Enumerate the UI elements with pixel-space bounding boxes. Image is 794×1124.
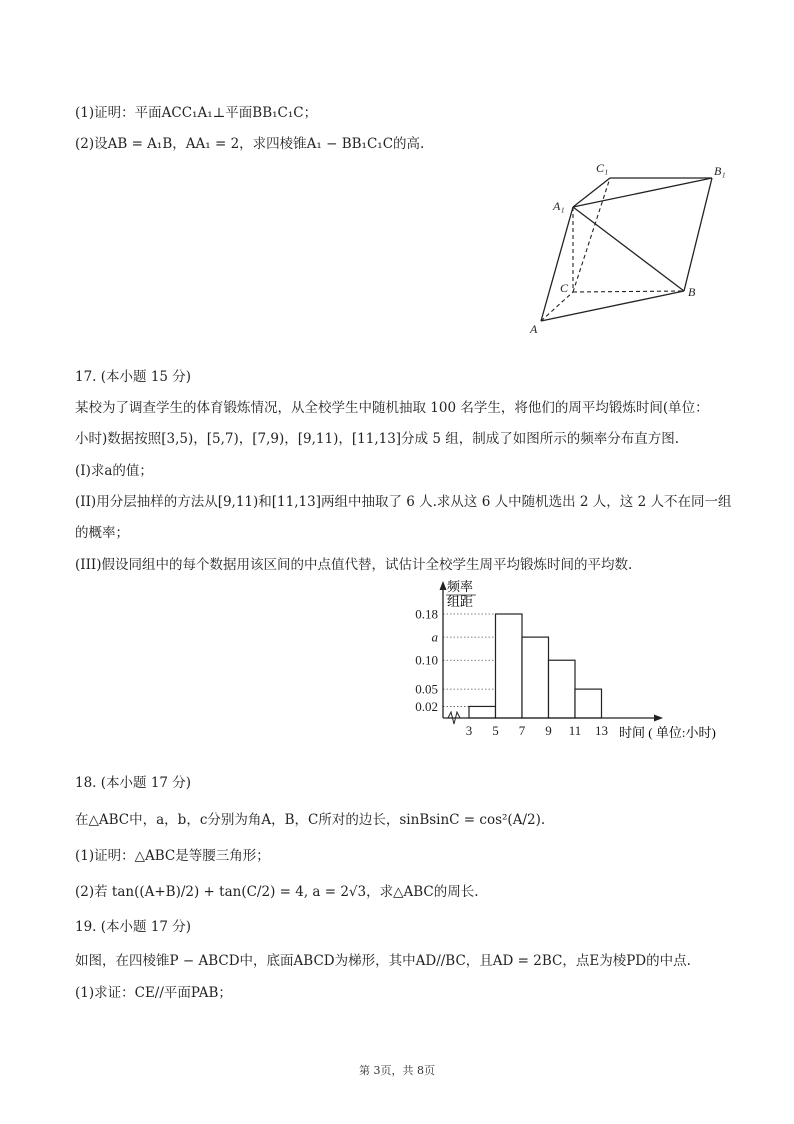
q18-part1: (1)证明：△ABC是等腰三角形； <box>75 848 270 864</box>
edge-A1-B <box>573 207 684 291</box>
histogram-bar <box>575 689 602 718</box>
y-tick-label: 0.02 <box>415 698 438 714</box>
q18-part2: (2)若 tan((A+B)/2) + tan(C/2) = 4, a = 2√3，求△ABC的周长. <box>75 884 479 900</box>
q18-stem: 在△ABC中，a，b，c分别为角A，B，C所对的边长，sinBsinC = cos²(A/2). <box>75 812 546 828</box>
label-B: B <box>688 285 696 299</box>
x-tick-label: 13 <box>595 723 608 738</box>
label-A1: A₁ <box>553 199 565 213</box>
x-axis-label: 时间 ( 单位:小时) <box>619 725 716 740</box>
y-axis-arrow <box>440 581 447 590</box>
label-A: A <box>530 322 538 336</box>
edge-A1-A <box>541 207 573 321</box>
x-tick-label: 7 <box>518 723 526 738</box>
frequency-histogram <box>400 575 740 745</box>
y-label-top: 频率 <box>447 579 474 594</box>
q17-stem-line1: 某校为了调查学生的体育锻炼情况，从全校学生中随机抽取 100 名学生，将他们的周平均锻炼时间(单位： <box>75 400 709 416</box>
y-tick-label: 0.05 <box>415 681 438 697</box>
q17-part3: (III)假设同组中的每个数据用该区间的中点值代替，试估计全校学生周平均锻炼时间的平均数. <box>75 557 633 573</box>
edge-C-C1 <box>573 178 610 292</box>
q16-part2: (2)设AB = A₁B，AA₁ = 2，求四棱锥A₁ − BB₁C₁C的高. <box>75 136 425 152</box>
y-tick-label: 0.10 <box>415 652 438 668</box>
x-tick-label: 5 <box>492 723 499 738</box>
label-B1: B₁ <box>714 164 726 178</box>
edge-A1-B1 <box>573 178 712 207</box>
edge-A-C <box>541 292 573 321</box>
histogram-bar <box>496 614 523 718</box>
q19-stem: 如图，在四棱锥P − ABCD中，底面ABCD为梯形，其中AD//BC，且AD = 2BC，点E为棱PD的中点. <box>75 953 691 969</box>
label-C1: C₁ <box>596 161 609 175</box>
y-tick-label: a <box>431 629 438 645</box>
q19-part1: (1)求证：CE//平面PAB； <box>75 985 232 1001</box>
q17-stem-line2: 小时)数据按照[3,5)，[5,7)，[7,9)，[9,11)，[11,13]分成 5 组，制成了如图所示的频率分布直方图. <box>75 431 680 447</box>
y-label-bottom: 组距 <box>447 594 474 609</box>
histogram-bar <box>522 637 549 718</box>
edge-B1-B <box>684 178 712 291</box>
x-tick-label: 3 <box>465 723 473 738</box>
histogram-bar <box>469 706 496 718</box>
q16-part1: (1)证明：平面ACC₁A₁⊥平面BB₁C₁C； <box>75 105 318 121</box>
prism-figure <box>520 150 740 350</box>
x-axis-arrow <box>654 715 663 722</box>
q17-part1: (I)求a的值； <box>75 463 153 479</box>
q19-header: 19. (本小题 17 分) <box>75 919 192 935</box>
q18-header: 18. (本小题 17 分) <box>75 775 192 791</box>
histogram-bar <box>549 660 576 718</box>
x-tick-label: 9 <box>545 723 552 738</box>
page-footer: 第 3页，共 8页 <box>359 1064 435 1077</box>
q17-part2-line1: (II)用分层抽样的方法从[9,11)和[11,13]两组中抽取了 6 人.求从这 6 人中随机选出 2 人，这 2 人不在同一组 <box>75 494 732 510</box>
label-C: C <box>560 281 569 295</box>
x-tick-label: 11 <box>568 723 582 738</box>
edge-A-B <box>541 291 684 321</box>
q17-header: 17. (本小题 15 分) <box>75 369 192 385</box>
y-tick-label: 0.18 <box>415 606 438 622</box>
edge-C-B <box>573 291 684 292</box>
q17-part2-line2: 的概率； <box>75 525 129 541</box>
